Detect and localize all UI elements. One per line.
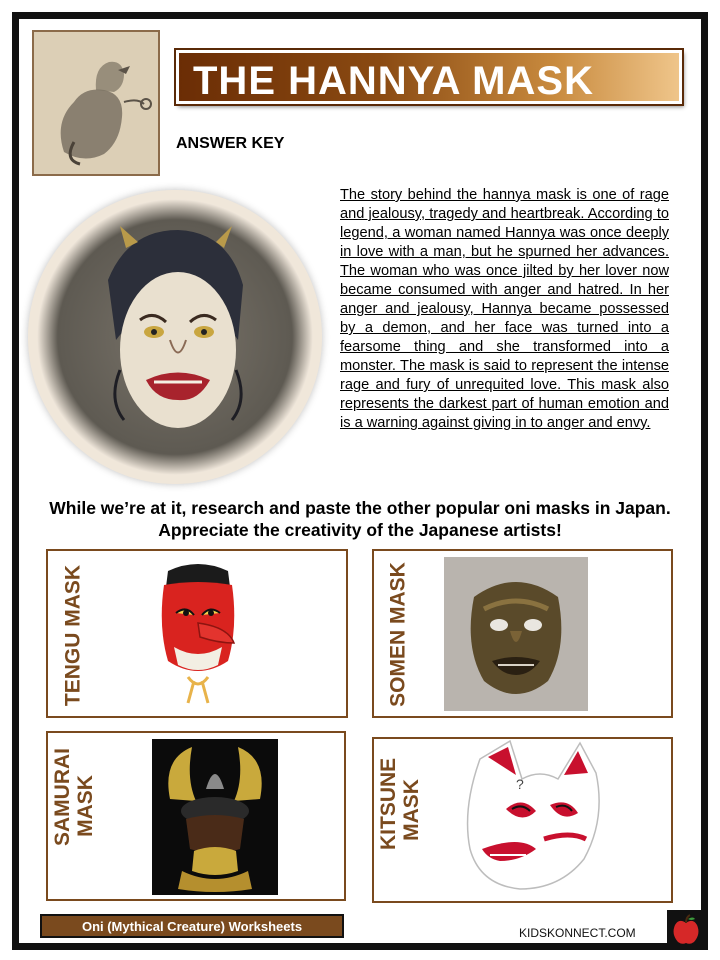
apple-icon (667, 910, 705, 950)
kitsune-mask-image (460, 739, 610, 904)
research-prompt: While we’re at it, research and paste the other popular oni masks in Japan. Appreciate the creativity of the Japanese artists! (49, 498, 671, 540)
apple-logo-box (667, 910, 705, 950)
samurai-mask-label: SAMURAI MASK (51, 748, 97, 846)
samurai-mask-box (46, 731, 346, 901)
answer-key-label: ANSWER KEY (176, 135, 285, 152)
somen-mask-image (444, 557, 588, 711)
tengu-mask-label: TENGU MASK (61, 564, 85, 707)
site-url[interactable]: KIDSKONNECT.COM (519, 926, 636, 940)
page-title: THE HANNYA MASK (193, 59, 594, 103)
svg-text:?: ? (516, 776, 524, 792)
footer-series-text: Oni (Mythical Creature) Worksheets (81, 919, 303, 934)
tengu-mask-image (148, 557, 248, 712)
samurai-helmet-image (152, 739, 278, 895)
somen-mask-box (372, 549, 673, 718)
footer-series-bar (40, 914, 344, 938)
somen-mask-label: SOMEN MASK (386, 562, 410, 707)
tengu-mask-box (46, 549, 348, 718)
hannya-mask-image (28, 190, 322, 484)
kitsune-mask-label: KITSUNE MASK (377, 757, 423, 850)
story-text: The story behind the hannya mask is one of rage and jealousy, tragedy and heartbreak. According to legend, a woman named Hannya was once deeply in love with a man, but he spurned her advances. The woman who was once jilted by her lover now became consumed with anger and hatred. In her anger and jealousy, Hannya became possessed by a demon, and her face was turned into a fearsome thing and she transformed into a monster. The mask is said to represent the intense rage and fury of unrequited love. This mask also represents the darkest part of human emotion and is a warning against giving in to anger and envy. (340, 187, 669, 431)
kitsune-mask-box (372, 737, 673, 903)
title-banner (176, 50, 682, 104)
ink-drawing-image (32, 30, 160, 176)
